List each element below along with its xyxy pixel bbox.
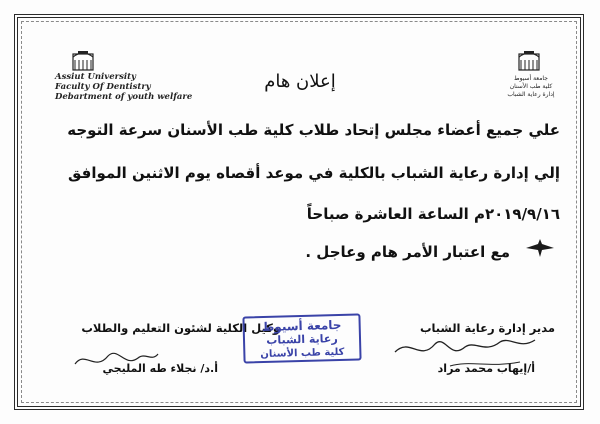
director-title: مدير إدارة رعاية الشباب: [419, 321, 555, 335]
stamp-line-3: كلية طب الأسنان: [260, 346, 345, 361]
announcement-title: إعلان هام: [264, 71, 336, 92]
arabic-letterhead: [486, 75, 576, 99]
body-line-1: علي جميع أعضاء مجلس إتحاد طلاب كلية طب الأسنان سرعة التوجه: [67, 121, 560, 139]
letterhead-university: Assiut University: [55, 72, 136, 82]
university-logo-right: [516, 48, 542, 74]
english-letterhead: [55, 72, 215, 102]
body-line-4: مع اعتبار الأمر هام وعاجل .: [305, 243, 510, 261]
letterhead-faculty-ar: كلية طب الأسنان: [509, 83, 553, 90]
vice-dean-title: وكيل الكلية لشئون التعليم والطلاب: [81, 321, 280, 335]
director-name: أ/إيهاب محمد مراد: [437, 362, 535, 375]
university-logo-left: [70, 48, 96, 74]
vice-dean-name: أ.د/ نجلاء طه المليجي: [102, 362, 218, 375]
stamp-line-1: جامعة أسيوط: [261, 317, 342, 335]
body-line-3: ٢٠١٩/٩/١٦م الساعة العاشرة صباحاً: [306, 205, 560, 223]
body-line-2: إلي إدارة رعاية الشباب بالكلية في موعد أقصاه يوم الاثنين الموافق: [68, 164, 560, 182]
letterhead-department-ar: إدارة رعاية الشباب: [507, 91, 555, 98]
bird-emblem-icon: [525, 238, 555, 258]
stamp-line-2: رعاية الشباب: [266, 332, 338, 347]
bullet-emblem: [525, 238, 555, 258]
university-emblem-icon: [516, 48, 542, 74]
letterhead-faculty: Faculty Of Dentistry: [55, 82, 151, 92]
letterhead-department: Debartment of youth welfare: [55, 92, 193, 102]
letterhead-university-ar: جامعة أسيوط: [514, 75, 548, 82]
official-stamp: [242, 313, 361, 363]
university-emblem-icon: [70, 48, 96, 74]
